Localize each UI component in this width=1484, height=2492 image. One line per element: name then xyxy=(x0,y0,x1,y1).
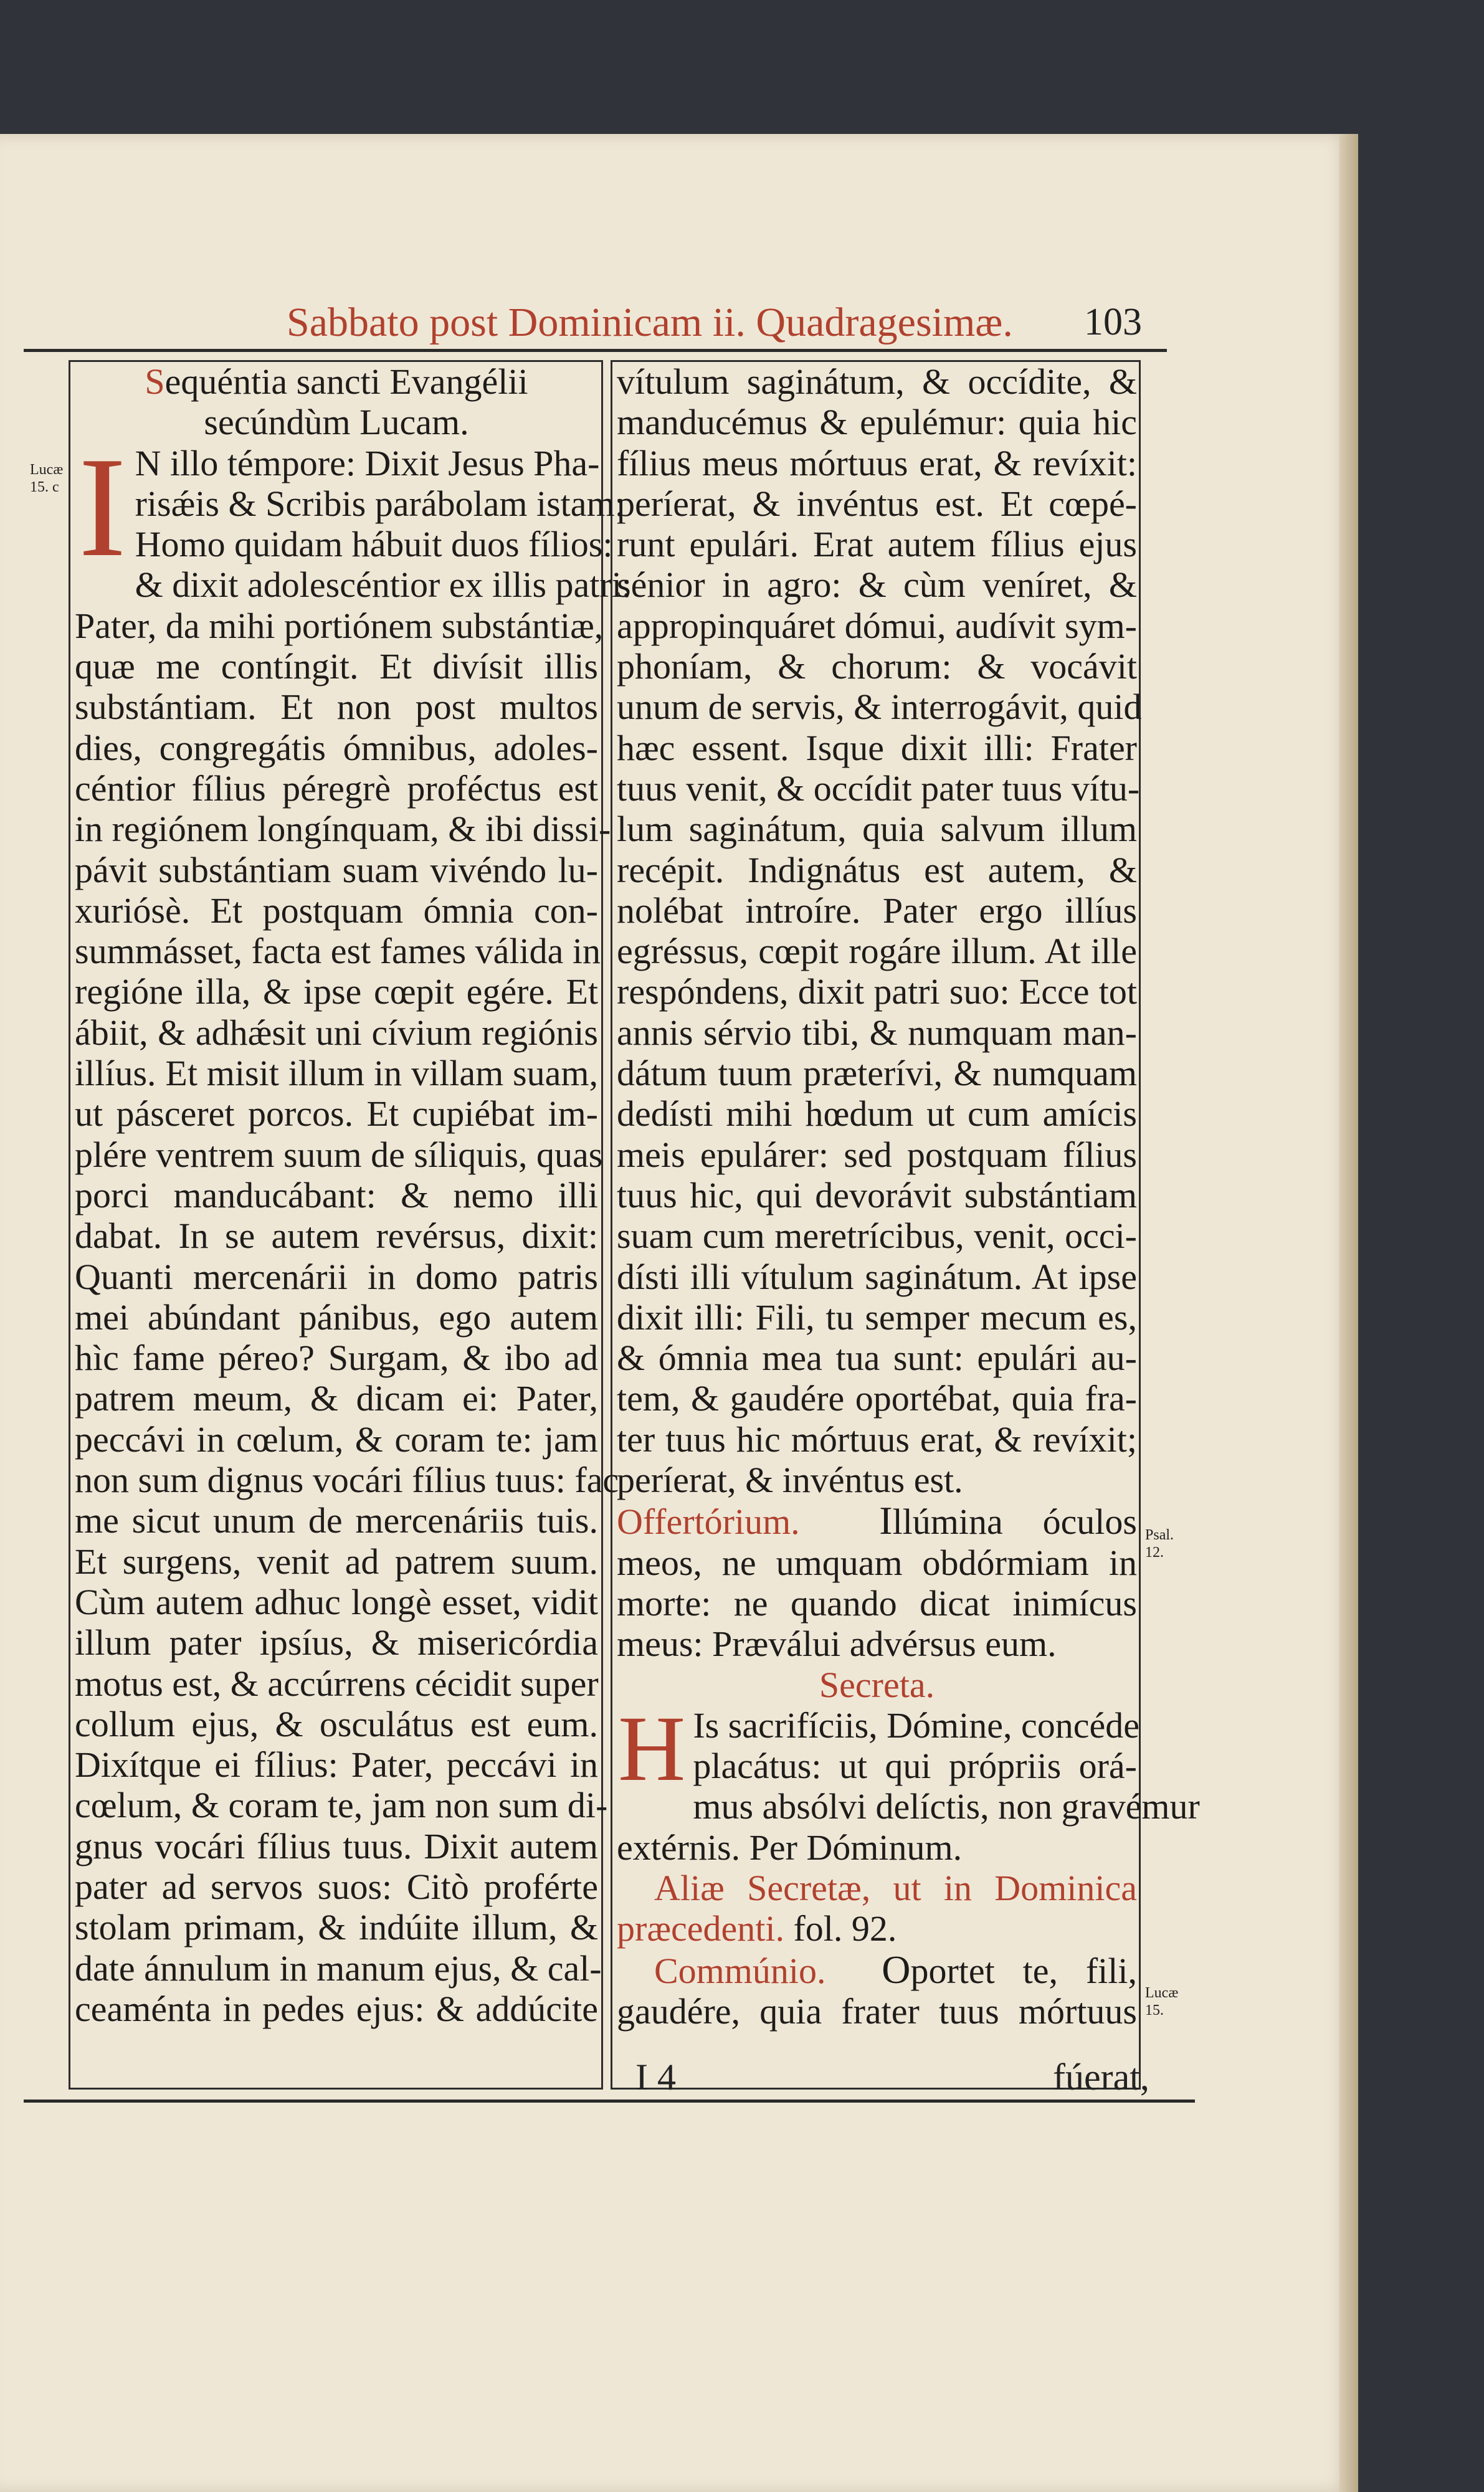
text-line: céntior fílius péregrè proféctus est xyxy=(75,768,598,809)
top-rule xyxy=(24,349,1167,352)
text-line: Pater, da mihi portiónem substántiæ, xyxy=(75,605,604,646)
text-line: meis epulárer: sed postquam fílius xyxy=(617,1134,1137,1175)
text-line: pávit substántiam suam vivéndo lu- xyxy=(75,849,598,890)
text-line: phoníam, & chorum: & vocávit xyxy=(617,646,1137,687)
communion-line-2: gaudére, quia frater tuus mórtuus xyxy=(617,1990,1137,2032)
gospel-continuation xyxy=(617,361,1142,1501)
text-line: suam cum meretrícibus, venit, occi- xyxy=(617,1215,1137,1257)
margin-note-luke-bottom: Lucæ 15. xyxy=(1145,1985,1179,2019)
text-line: regióne illa, & ipse cœpit egére. Et xyxy=(75,971,598,1012)
text-line: Et surgens, venit ad patrem suum. xyxy=(75,1541,598,1582)
aliae-line-2-red: præcedenti. xyxy=(617,1908,784,1949)
text-line: stolam primam, & indúite illum, & xyxy=(75,1907,598,1948)
text-line: manducémus & epulémur: quia hic xyxy=(617,402,1137,443)
text-line: egréssus, cœpit rogáre illum. At ille xyxy=(617,931,1137,972)
aliae-line-2-fol: fol. 92. xyxy=(793,1908,897,1949)
gospel-text xyxy=(75,427,632,2030)
text-line: appropinquáret dómui, audívit sym- xyxy=(617,605,1137,646)
text-line: dátum tuum præterívi, & numquam xyxy=(617,1053,1137,1094)
text-line: meos, ne umquam obdórmiam in xyxy=(617,1542,1137,1583)
text-line: pater ad servos suos: Citò proférte xyxy=(75,1866,598,1907)
text-line: cœlum, & coram te, jam non sum di- xyxy=(75,1785,608,1826)
text-line: gnus vocári fílius tuus. Dixit autem xyxy=(75,1825,598,1867)
text-line: tuus hic, qui devorávit substántiam xyxy=(617,1174,1137,1215)
text-line: Is sacrifíciis, Dómine, concéde xyxy=(693,1705,1140,1746)
text-line: illíus. Et misit illum in villam suam, xyxy=(75,1053,598,1094)
text-line: annis sérvio tibi, & numquam man- xyxy=(617,1012,1137,1053)
offertory-initial: I xyxy=(879,1498,893,1543)
text-line: dabat. In se autem revérsus, dixit: xyxy=(75,1215,598,1257)
running-head xyxy=(0,299,1484,355)
catchword: fúerat, xyxy=(1053,2057,1149,2098)
secret-heading-block xyxy=(617,1665,1137,1705)
text-line: hìc fame péreo? Surgam, & ibo ad xyxy=(75,1338,598,1379)
text-line: fílius meus mórtuus erat, & revíxit: xyxy=(617,442,1137,483)
offertory-text xyxy=(617,1543,1137,1665)
text-line: tem, & gaudére oportébat, quia fra- xyxy=(617,1378,1137,1419)
text-line: N illo témpore: Dixit Jesus Pha- xyxy=(135,442,600,483)
communion-initial: O xyxy=(882,1947,911,1992)
text-line: mei abúndant pánibus, ego autem xyxy=(75,1296,598,1338)
text-line: summásset, facta est fames válida in xyxy=(75,931,601,972)
text-line: períerat, & invéntus est. Et cœpé- xyxy=(617,483,1137,524)
aliae-secretae xyxy=(617,1868,1137,1949)
text-line: ut pásceret porcos. Et cupiébat im- xyxy=(75,1093,598,1134)
text-line: placátus: ut qui própriis orá- xyxy=(693,1746,1137,1787)
heading-initial: S xyxy=(145,361,165,402)
text-line: date ánnulum in manum ejus, & cal- xyxy=(75,1947,602,1989)
text-line: runt epulári. Erat autem fílius ejus xyxy=(617,524,1137,565)
text-line: Dixítque ei fílius: Pater, peccávi in xyxy=(75,1744,598,1786)
text-line: extérnis. Per Dóminum. xyxy=(617,1827,963,1868)
bottom-rule xyxy=(24,2100,1195,2103)
aliae-line-1: Aliæ Secretæ, ut in Dominica xyxy=(654,1867,1137,1908)
offertory-first-line: llúmina óculos xyxy=(892,1501,1137,1543)
secret-drop-cap: H xyxy=(618,1696,686,1800)
text-line: lum saginátum, quia salvum illum xyxy=(617,809,1137,850)
offertory-label: Offertórium. xyxy=(617,1501,800,1543)
text-line: in regiónem longínquam, & ibi dissi- xyxy=(75,809,611,850)
communion-first-line: portet te, fili, xyxy=(910,1950,1137,1991)
text-line: illum pater ipsíus, & misericórdia xyxy=(75,1622,598,1663)
page-number: 103 xyxy=(1084,301,1142,343)
secret-text xyxy=(617,1696,1200,1868)
text-line: Cùm autem adhuc longè esset, vidit xyxy=(75,1581,598,1622)
text-line: collum ejus, & osculátus est eum. xyxy=(75,1703,598,1744)
text-line: sénior in agro: & cùm veníret, & xyxy=(617,564,1137,606)
text-line: dísti illi vítulum saginátum. At ipse xyxy=(617,1256,1137,1297)
text-line: quæ me contíngit. Et divísit illis xyxy=(75,646,598,687)
text-line: tuus venit, & occídit pater tuus vítu- xyxy=(617,768,1140,809)
signature-mark: I 4 xyxy=(635,2057,676,2098)
communion-label: Commúnio. xyxy=(654,1950,826,1991)
gospel-heading xyxy=(75,361,598,443)
secret-heading: Secreta. xyxy=(819,1664,935,1705)
page-edge xyxy=(1339,134,1358,2492)
text-line: vítulum saginátum, & occídite, & xyxy=(617,361,1137,402)
text-line: & dixit adolescéntior ex illis patri: xyxy=(135,564,632,606)
drop-cap-initial: I xyxy=(78,427,126,586)
text-line: mus absólvi delíctis, non gravémur xyxy=(693,1786,1200,1827)
text-line: substántiam. Et non post multos xyxy=(75,687,598,728)
text-line: ter tuus hic mórtuus erat, & revíxit; xyxy=(617,1419,1137,1460)
text-line: ceaménta in pedes ejus: & addúcite xyxy=(75,1988,598,2029)
text-line: patrem meum, & dicam ei: Pater, xyxy=(75,1378,598,1419)
text-line: motus est, & accúrrens cécidit super xyxy=(75,1663,599,1704)
text-line: meus: Præválui advérsus eum. xyxy=(617,1624,1057,1665)
left-column xyxy=(75,361,632,2029)
offertory xyxy=(617,1500,1137,1542)
running-title: Sabbato post Dominicam ii. Quadragesimæ. xyxy=(287,300,1013,345)
communion xyxy=(617,1949,1137,2032)
text-line: nolébat introíre. Pater ergo illíus xyxy=(617,890,1137,931)
text-line: morte: ne quando dicat inimícus xyxy=(617,1582,1137,1624)
text-line: Quanti mercenárii in domo patris xyxy=(75,1256,598,1297)
text-line: porci manducábant: & nemo illi xyxy=(75,1174,598,1215)
text-line: períerat, & invéntus est. xyxy=(617,1460,963,1501)
heading-line-2: secúndùm Lucam. xyxy=(204,402,469,443)
text-line: recépit. Indignátus est autem, & xyxy=(617,849,1137,890)
margin-note-luke: Lucæ 15. c xyxy=(30,462,64,495)
text-line: me sicut unum de mercenáriis tuis. xyxy=(75,1500,598,1541)
text-line: risǽis & Scribis parábolam istam: xyxy=(135,483,625,524)
text-line: unum de servis, & interrogávit, quid xyxy=(617,687,1142,728)
text-line: dedísti mihi hœdum ut cum amícis xyxy=(617,1093,1137,1134)
text-line: dixit illi: Fili, tu semper mecum es, xyxy=(617,1296,1137,1338)
text-line: Homo quidam hábuit duos fílios: xyxy=(135,524,613,565)
heading-line-1: equéntia sancti Evangélii xyxy=(164,361,528,402)
text-line: & ómnia mea tua sunt: epulári au- xyxy=(617,1338,1137,1379)
text-line: ábiit, & adhǽsit uni cívium regiónis xyxy=(75,1012,598,1053)
text-line: non sum dignus vocári fílius tuus: fac xyxy=(75,1460,619,1501)
text-line: hæc essent. Isque dixit illi: Frater xyxy=(617,727,1137,768)
margin-note-psalm: Psal. 12. xyxy=(1145,1527,1174,1561)
text-line: plére ventrem suum de síliquis, quas xyxy=(75,1134,603,1175)
text-line: respóndens, dixit patri suo: Ecce tot xyxy=(617,971,1137,1012)
text-line: dies, congregátis ómnibus, adoles- xyxy=(75,727,598,768)
text-line: peccávi in cœlum, & coram te: jam xyxy=(75,1419,598,1460)
text-line: xuriósè. Et postquam ómnia con- xyxy=(75,890,598,931)
